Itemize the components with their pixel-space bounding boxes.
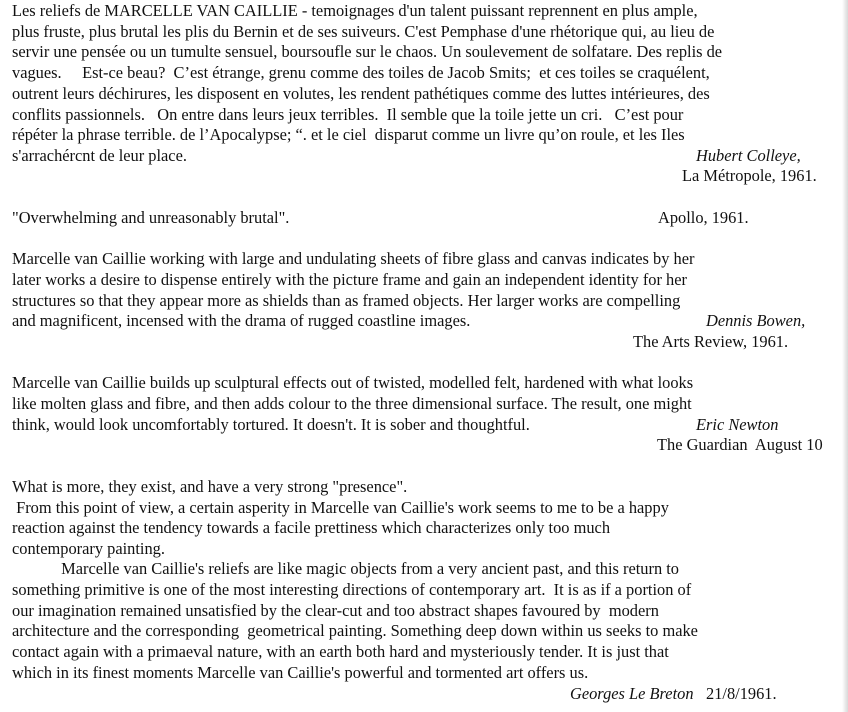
text-line: What is more, they exist, and have a very strong "presence".	[12, 477, 408, 496]
text-line: something primitive is one of the most interesting directions of contemporary art. It is as if a portion of	[12, 580, 692, 599]
text-line: s'arrachércnt de leur place.	[12, 146, 187, 165]
text-line: Marcelle van Caillie builds up sculptural effects out of twisted, modelled felt, hardened with what looks	[12, 373, 694, 392]
attribution-author: Georges Le Breton	[570, 684, 694, 703]
text-line: servir une pensée ou un tumulte sensuel, boursoufle sur le chaos. Un soulevement de solfatare. Des replis de	[12, 42, 723, 61]
text-line: Marcelle van Caillie's reliefs are like magic objects from a very ancient past, and this return to	[12, 559, 679, 578]
text-line: architecture and the corresponding geometrical painting. Something deep down within us seeks to make	[12, 621, 698, 640]
text-line: and magnificent, incensed with the drama of rugged coastline images.	[12, 311, 471, 330]
text-line: vagues. Est-ce beau? C’est étrange, grenu comme des toiles de Jacob Smits; et ces toiles se craquélent,	[12, 63, 710, 82]
text-line: conflits passionnels. On entre dans leurs jeux terribles. Il semble que la toile jette un cri. C’est pour	[12, 105, 684, 124]
text-line: répéter la phrase terrible. de l’Apocalypse; “. et le ciel disparut comme un livre qu’on roule, et les Iles	[12, 125, 685, 144]
text-line: plus fruste, plus brutal les plis du Bernin et de ses suiveurs. C'est Pemphase d'une rhétorique qui, au lieu de	[12, 22, 715, 41]
attribution-author: Hubert Colleye,	[696, 146, 801, 165]
text-line: our imagination remained unsatisfied by the clear-cut and too abstract shapes favoured by modern	[12, 601, 659, 620]
page-edge-shadow	[842, 0, 848, 712]
text-line: contact again with a primaeval nature, with an earth both hard and mysteriously tender. It is just that	[12, 642, 669, 661]
attribution-source: Apollo, 1961.	[658, 208, 749, 227]
text-line: Marcelle van Caillie working with large and undulating sheets of fibre glass and canvas indicates by her	[12, 249, 695, 268]
text-line: which in its finest moments Marcelle van Caillie's powerful and tormented art offers us.	[12, 663, 589, 682]
quote-text: "Overwhelming and unreasonably brutal".	[12, 208, 290, 227]
attribution-source: The Arts Review, 1961.	[633, 332, 789, 351]
text-line: From this point of view, a certain asperity in Marcelle van Caillie's work seems to me to be a happy	[12, 498, 669, 517]
text-line: later works a desire to dispense entirely with the picture frame and gain an independent identity for her	[12, 270, 687, 289]
attribution-source: The Guardian August 10	[657, 435, 823, 454]
attribution-author: Eric Newton	[696, 415, 779, 434]
attribution-author: Dennis Bowen,	[706, 311, 806, 330]
attribution-date: 21/8/1961.	[706, 684, 777, 703]
text-line: think, would look uncomfortably tortured. It doesn't. It is sober and thoughtful.	[12, 415, 530, 434]
text-line: Les reliefs de MARCELLE VAN CAILLIE - temoignages d'un talent puissant reprennent en plus ample,	[12, 1, 698, 20]
text-line: contemporary painting.	[12, 539, 165, 558]
text-line: like molten glass and fibre, and then adds colour to the three dimensional surface. The result, one might	[12, 394, 692, 413]
text-line: outrent leurs déchirures, les disposent en volutes, les rendent pathétiques comme des luttes intérieures, des	[12, 84, 710, 103]
text-line: structures so that they appear more as shields than as framed objects. Her larger works are compelling	[12, 291, 681, 310]
text-line: reaction against the tendency towards a facile prettiness which characterizes only too much	[12, 518, 611, 537]
attribution-source: La Métropole, 1961.	[682, 166, 817, 185]
